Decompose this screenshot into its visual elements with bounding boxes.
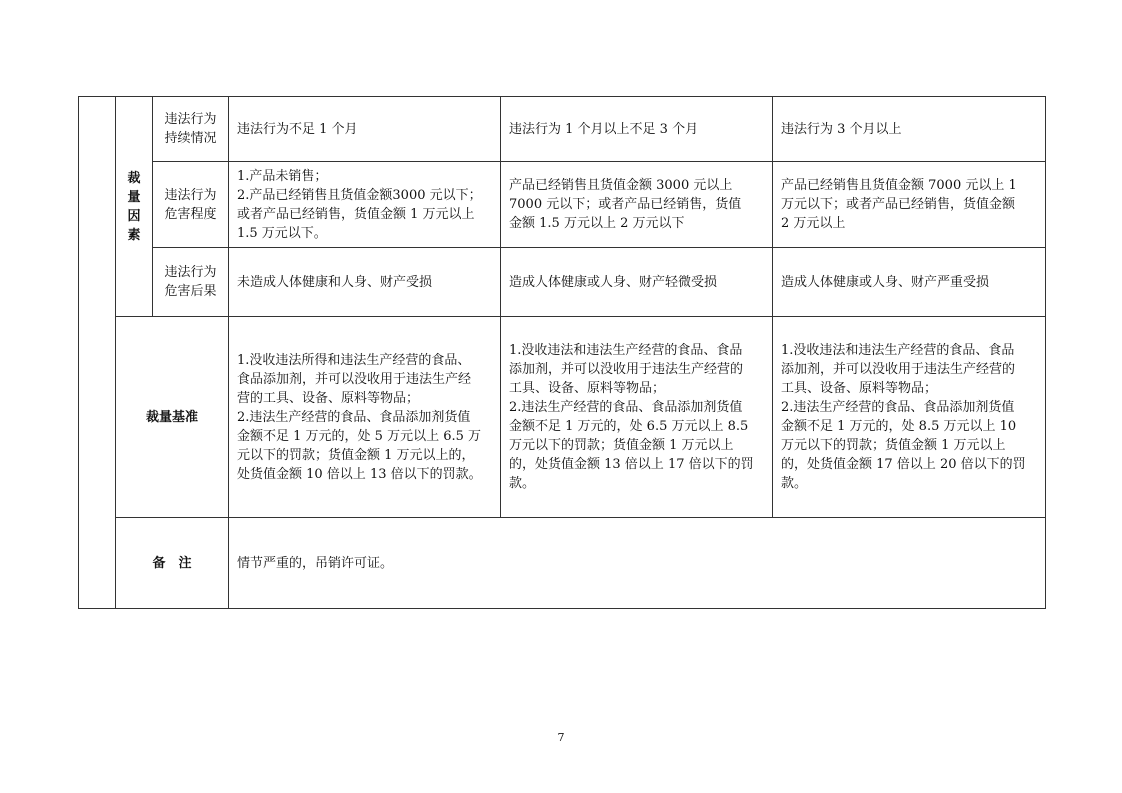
table-row-harm-degree xyxy=(79,162,1046,248)
harm-result-level-1: 未造成人体健康和人身、财产受损 xyxy=(229,248,501,317)
harm-degree-level-2: 产品已经销售且货值金额 3000 元以上 7000 元以下；或者产品已经销售，货值 金额 1.5 万元以上 2 万元以下 xyxy=(501,162,773,248)
harm-result-label: 违法行为 危害后果 xyxy=(153,248,229,317)
table-row-benchmark xyxy=(79,317,1046,518)
duration-level-2: 违法行为 1 个月以上不足 3 个月 xyxy=(501,97,773,162)
left-margin-cell xyxy=(79,97,116,609)
harm-degree-label: 违法行为 危害程度 xyxy=(153,162,229,248)
table-row-remarks xyxy=(79,518,1046,609)
factor-group-label: 裁 量 因 素 xyxy=(116,97,153,317)
table-row-duration xyxy=(79,97,1046,162)
benchmark-label: 裁量基准 xyxy=(116,317,229,518)
benchmark-level-3: 1.没收违法和违法生产经营的食品、食品 添加剂，并可以没收用于违法生产经营的 工具、设备、原料等物品； 2.违法生产经营的食品、食品添加剂货值 金额不足 1 万元的，处 8.5 万元以上 10 万元以下的罚款；货值金额 1 万元以上 的，处货值金额 17 倍以上 20 倍以下的罚 款。 xyxy=(773,317,1046,518)
harm-result-level-2: 造成人体健康或人身、财产轻微受损 xyxy=(501,248,773,317)
benchmark-level-2: 1.没收违法和违法生产经营的食品、食品 添加剂，并可以没收用于违法生产经营的 工具、设备、原料等物品； 2.违法生产经营的食品、食品添加剂货值 金额不足 1 万元的，处 6.5 万元以上 8.5 万元以下的罚款；货值金额 1 万元以上 的，处货值金额 13 倍以上 17 倍以下的罚 款。 xyxy=(501,317,773,518)
remarks-label: 备 注 xyxy=(116,518,229,609)
benchmark-level-1: 1.没收违法所得和违法生产经营的食品、 食品添加剂，并可以没收用于违法生产经 营的工具、设备、原料等物品； 2.违法生产经营的食品、食品添加剂货值 金额不足 1 万元的，处 5 万元以上 6.5 万 元以下的罚款；货值金额 1 万元以上的， 处货值金额 10 倍以上 13 倍以下的罚款。 xyxy=(229,317,501,518)
table-row-harm-result xyxy=(79,248,1046,317)
remarks-content: 情节严重的，吊销许可证。 xyxy=(229,518,1046,609)
page-number: 7 xyxy=(557,731,565,744)
duration-label: 违法行为 持续情况 xyxy=(153,97,229,162)
duration-level-3: 违法行为 3 个月以上 xyxy=(773,97,1046,162)
harm-result-level-3: 造成人体健康或人身、财产严重受损 xyxy=(773,248,1046,317)
duration-level-1: 违法行为不足 1 个月 xyxy=(229,97,501,162)
harm-degree-level-1: 1.产品未销售； 2.产品已经销售且货值金额3000 元以下； 或者产品已经销售，货值金额 1 万元以上 1.5 万元以下。 xyxy=(229,162,501,248)
discretion-table xyxy=(78,96,1046,609)
harm-degree-level-3: 产品已经销售且货值金额 7000 元以上 1 万元以下；或者产品已经销售，货值金额 2 万元以上 xyxy=(773,162,1046,248)
